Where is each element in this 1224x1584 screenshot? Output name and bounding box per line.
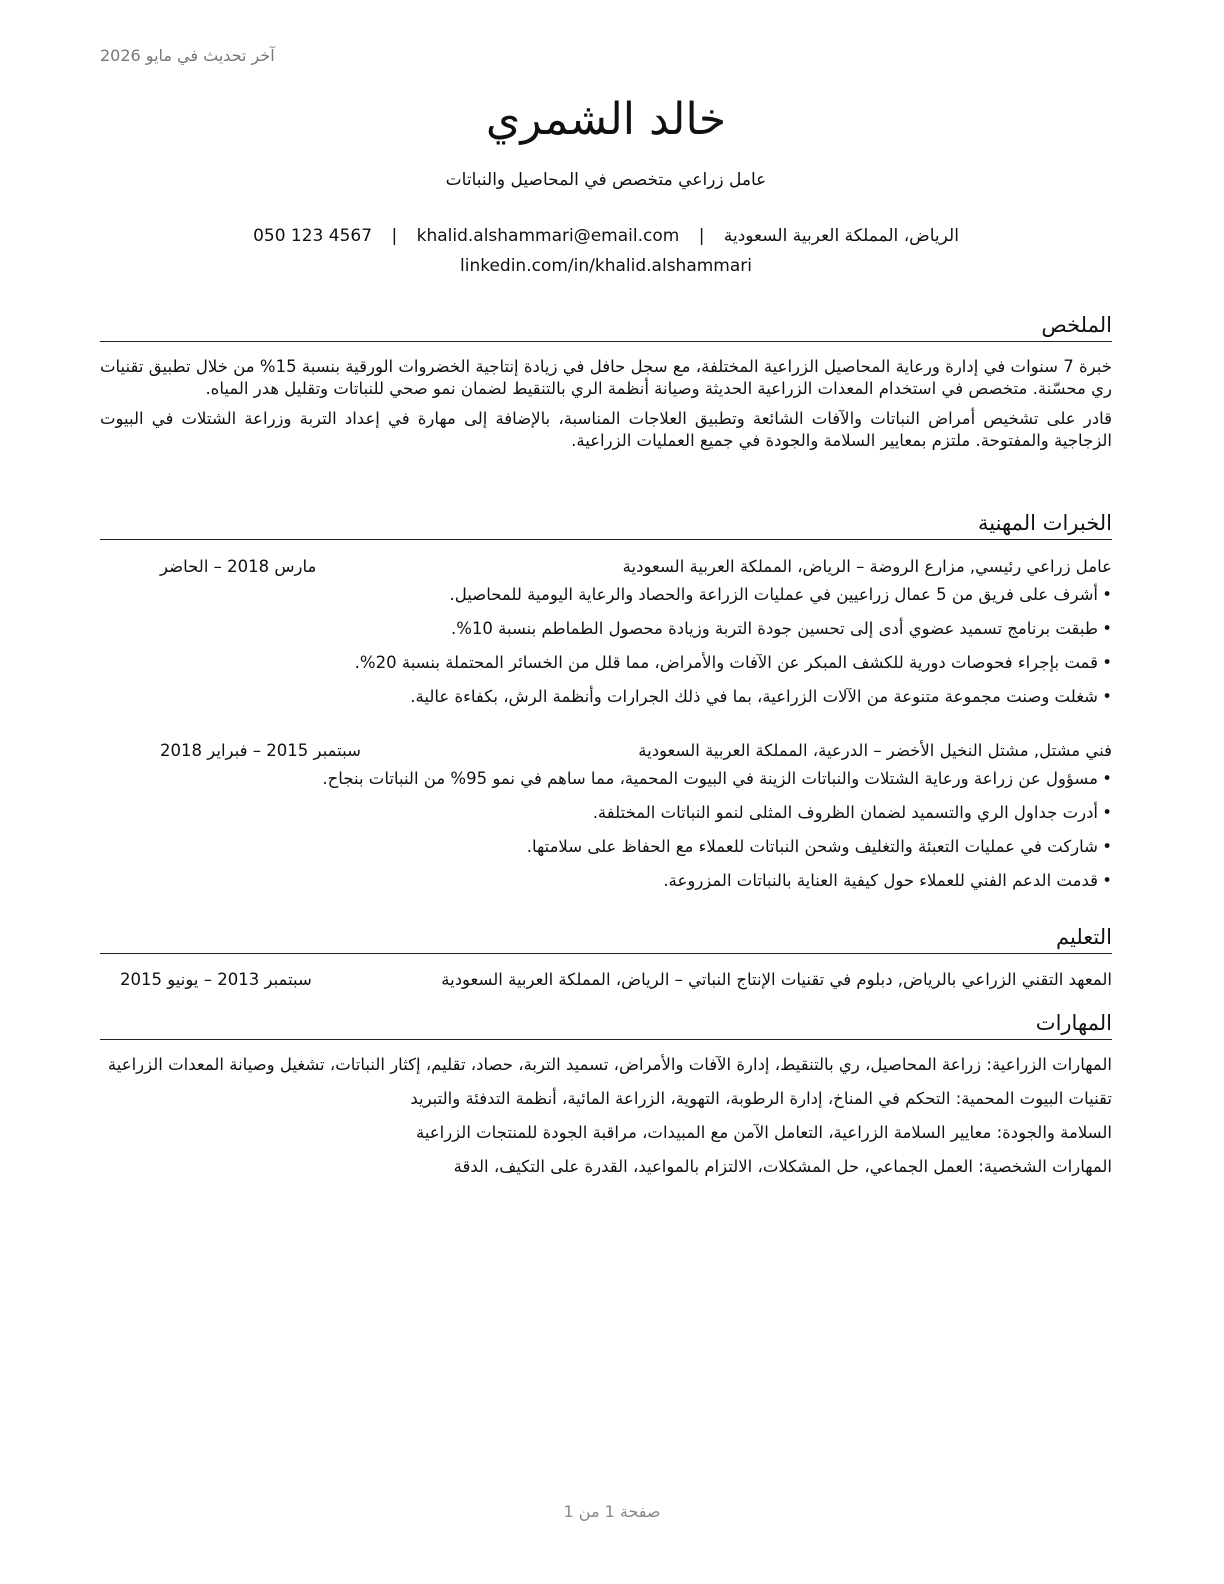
- job-bullet: [100, 767, 1112, 791]
- job-bullet: [100, 685, 1112, 709]
- job-bullets: [100, 767, 1112, 893]
- job-header: [100, 555, 1112, 579]
- job-bullet: [100, 869, 1112, 893]
- job-bullet: [100, 583, 1112, 607]
- bullet-glyph: •: [1102, 619, 1112, 638]
- job-dates: مارس 2018 – الحاضر: [160, 557, 317, 576]
- contact-separator: |: [391, 226, 398, 246]
- job-entry: [100, 739, 1112, 893]
- summary-section: [100, 310, 1112, 452]
- skill-line: المهارات الشخصية: العمل الجماعي، حل المشكلات، الالتزام بالمواعيد، القدرة على التكيف، الدقة: [453, 1157, 1112, 1176]
- job-bullet: [100, 835, 1112, 859]
- skill-line: المهارات الزراعية: زراعة المحاصيل، ري بالتنقيط، إدارة الآفات والأمراض، تسميد التربة، حصاد، تقليم، إكثار النباتات، تشغيل وصيانة المعدات الزراعية: [107, 1055, 1112, 1074]
- bullet-glyph: •: [1102, 687, 1112, 706]
- education-heading: المعهد التقني الزراعي بالرياض, دبلوم في تقنيات الإنتاج النباتي – الرياض، المملكة العربية السعودية: [441, 970, 1112, 989]
- job-dates: سبتمبر 2015 – فبراير 2018: [160, 741, 361, 760]
- section-title-education: التعليم: [100, 922, 1112, 954]
- contact-email[interactable]: khalid.alshammari@email.com: [416, 226, 680, 246]
- job-header: [100, 739, 1112, 763]
- bullet-text: شغلت وصنت مجموعة متنوعة من الآلات الزراعية، بما في ذلك الجرارات وأنظمة الرش، بكفاءة عالية.: [410, 687, 1098, 706]
- bullet-text: أشرف على فريق من 5 عمال زراعيين في عمليات الزراعة والحصاد والرعاية اليومية للمحاصيل.: [449, 585, 1098, 604]
- bullet-glyph: •: [1102, 769, 1112, 788]
- bullet-text: مسؤول عن زراعة ورعاية الشتلات والنباتات الزينة في البيوت المحمية، مما ساهم في نمو 95% من النباتات بنجاح.: [322, 769, 1098, 788]
- last-updated: آخر تحديث في مايو 2026: [100, 46, 275, 65]
- job-heading: فني مشتل, مشتل النخيل الأخضر – الدرعية، المملكة العربية السعودية: [638, 741, 1112, 760]
- job-bullet: [100, 801, 1112, 825]
- bullet-glyph: •: [1102, 585, 1112, 604]
- skills-section: [100, 1008, 1112, 1178]
- contact-linkedin[interactable]: linkedin.com/in/khalid.alshammari: [460, 256, 752, 276]
- education-dates: سبتمبر 2013 – يونيو 2015: [120, 970, 312, 989]
- section-title-experience: الخبرات المهنية: [100, 508, 1112, 540]
- education-entry: [100, 968, 1112, 992]
- bullet-glyph: •: [1102, 871, 1112, 890]
- job-subtitle: عامل زراعي متخصص في المحاصيل والنباتات: [445, 170, 767, 190]
- section-title-skills: المهارات: [100, 1008, 1112, 1040]
- bullet-text: قدمت الدعم الفني للعملاء حول كيفية العناية بالنباتات المزروعة.: [663, 871, 1098, 890]
- bullet-text: قمت بإجراء فحوصات دورية للكشف المبكر عن الآفات والأمراض، مما قلل من الخسائر المحتملة بنسبة 20%.: [354, 653, 1098, 672]
- job-heading: عامل زراعي رئيسي, مزارع الروضة – الرياض، المملكة العربية السعودية: [622, 557, 1112, 576]
- contact-location: الرياض، المملكة العربية السعودية: [723, 226, 959, 246]
- page-number: صفحة 1 من 1: [563, 1502, 661, 1521]
- contact-phone: 050 123 4567: [253, 226, 373, 246]
- skill-line: تقنيات البيوت المحمية: التحكم في المناخ، إدارة الرطوبة، التهوية، الزراعة المائية، أنظمة التدفئة والتبريد: [410, 1089, 1112, 1108]
- bullet-text: شاركت في عمليات التعبئة والتغليف وشحن النباتات للعملاء مع الحفاظ على سلامتها.: [526, 837, 1098, 856]
- skill-line: السلامة والجودة: معايير السلامة الزراعية، التعامل الآمن مع المبيدات، مراقبة الجودة للمنتجات الزراعية: [415, 1123, 1112, 1142]
- bullet-text: طبقت برنامج تسميد عضوي أدى إلى تحسين جودة التربة وزيادة محصول الطماطم بنسبة 10%.: [450, 619, 1098, 638]
- bullet-glyph: •: [1102, 653, 1112, 672]
- experience-section: [100, 508, 1112, 893]
- job-bullets: [100, 583, 1112, 709]
- person-name: خالد الشمري: [485, 94, 727, 145]
- bullet-text: أدرت جداول الري والتسميد لضمان الظروف المثلى لنمو النباتات المختلفة.: [592, 803, 1098, 822]
- bullet-glyph: •: [1102, 803, 1112, 822]
- job-bullet: [100, 617, 1112, 641]
- contact-separator: |: [698, 226, 705, 246]
- education-section: [100, 922, 1112, 992]
- resume-page: [100, 0, 1112, 1584]
- contact-line: [100, 223, 1112, 249]
- job-entry: [100, 555, 1112, 709]
- summary-paragraph: خبرة 7 سنوات في إدارة ورعاية المحاصيل الزراعية المختلفة، مع سجل حافل في زيادة إنتاجية الخضروات الورقية بنسبة 15% من خلال تطبيق تقنيات ري محسّنة. متخصص في استخدام المعدات الزراعية الحديثة وصيانة أنظمة الري بالتنقيط لضمان نمو صحي للنباتات وتقليل هدر المياه.: [100, 357, 1112, 398]
- summary-paragraph: قادر على تشخيص أمراض النباتات والآفات الشائعة وتطبيق العلاجات المناسبة، بالإضافة إلى مهارة في إعداد التربة وزراعة الشتلات في البيوت الزجاجية والمفتوحة. ملتزم بمعايير السلامة والجودة في جميع العمليات الزراعية.: [100, 409, 1112, 450]
- section-title-summary: الملخص: [100, 310, 1112, 342]
- job-bullet: [100, 651, 1112, 675]
- bullet-glyph: •: [1102, 837, 1112, 856]
